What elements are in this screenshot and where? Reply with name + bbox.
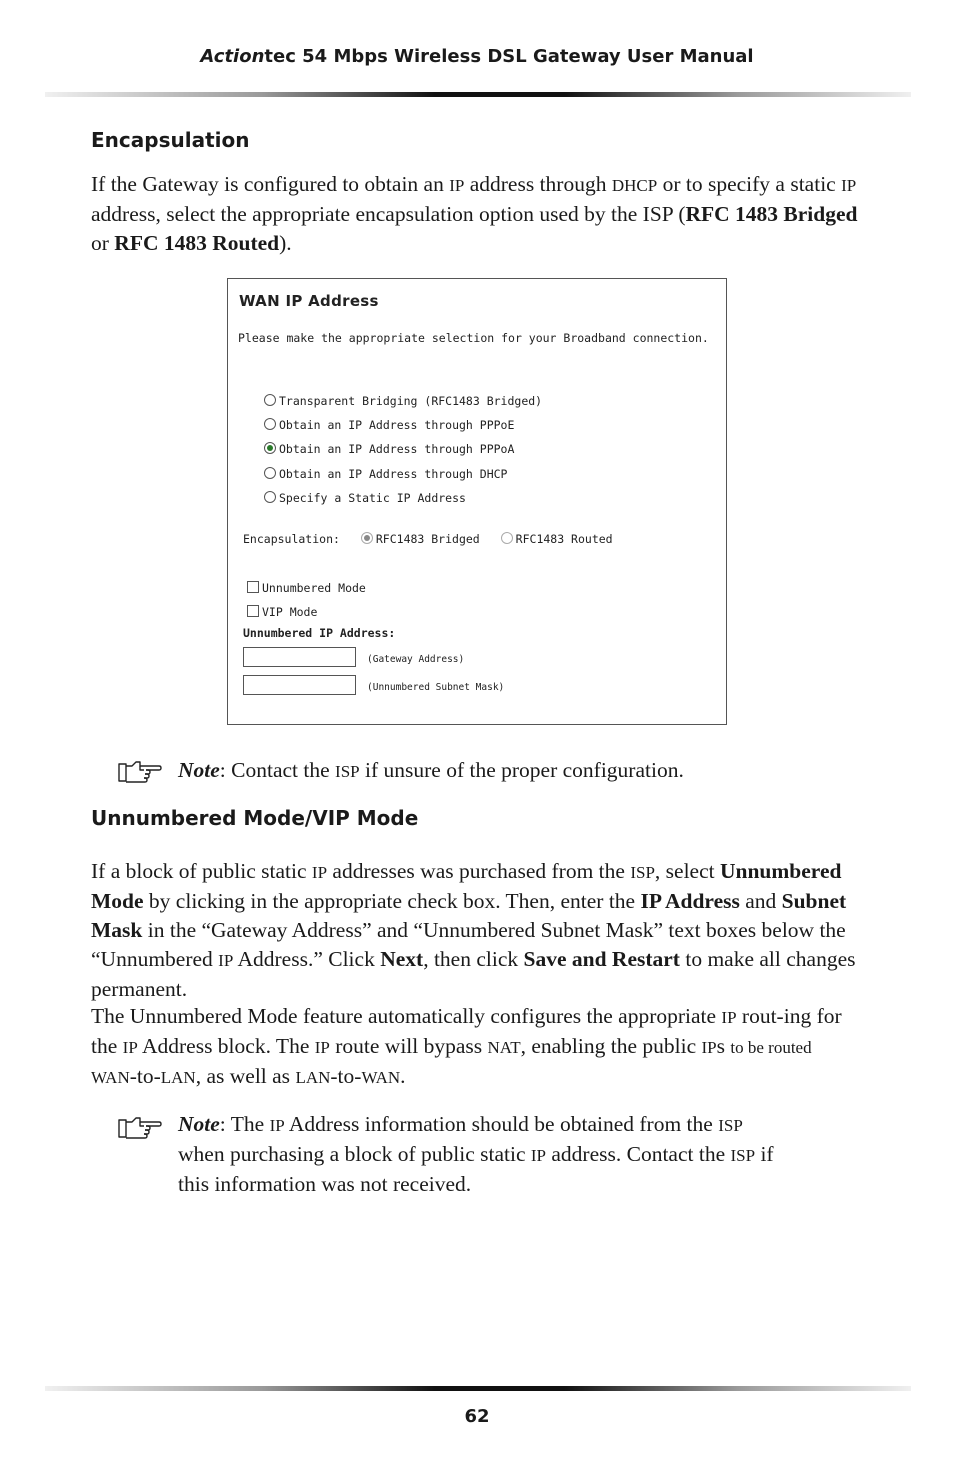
encapsulation-paragraph: If the Gateway is configured to obtain an IP address through DHCP or to specify a static IP address, select the appropriate encapsulation option used by the ISP (RFC 1483 Bridged or RFC 1483 Routed). bbox=[91, 172, 858, 255]
radio-selected-icon[interactable] bbox=[264, 442, 276, 454]
option-dhcp[interactable]: Obtain an IP Address through DHCP bbox=[264, 467, 507, 481]
page-number: 62 bbox=[464, 1406, 490, 1427]
encap-routed-option[interactable]: RFC1483 Routed bbox=[501, 532, 613, 546]
radio-icon[interactable] bbox=[501, 532, 513, 544]
unnumbered-paragraph-2: The Unnumbered Mode feature automatically configures the appropriate IP rout-ing for the IP Address block. The IP route will bypass NAT, enabling the public IPs to be routed WAN-to-LAN, as well as LAN-to-WAN. bbox=[91, 1004, 842, 1088]
note-ip-address-info: Note: The IP Address information should be obtained from the ISP when purchasing a block of public static IP address. Contact the ISP if this information was not received. bbox=[178, 1112, 774, 1196]
unnumbered-ip-label: Unnumbered IP Address: bbox=[243, 626, 396, 640]
section-heading-unnumbered-mode: Unnumbered Mode/VIP Mode bbox=[91, 806, 419, 830]
encap-bridged-option[interactable]: RFC1483 Bridged bbox=[361, 532, 480, 546]
radio-icon[interactable] bbox=[264, 394, 276, 406]
brand-italic: Action bbox=[200, 46, 265, 67]
header-rule bbox=[45, 92, 911, 97]
subnet-mask-hint: (Unnumbered Subnet Mask) bbox=[367, 682, 505, 693]
checkbox-icon[interactable] bbox=[247, 605, 259, 617]
option-static-ip[interactable]: Specify a Static IP Address bbox=[264, 491, 466, 505]
checkbox-icon[interactable] bbox=[247, 581, 259, 593]
rfc-bridged-term: RFC 1483 Bridged bbox=[685, 202, 858, 226]
gateway-address-hint: (Gateway Address) bbox=[367, 654, 465, 665]
unnumbered-mode-checkbox-row[interactable]: Unnumbered Mode bbox=[247, 581, 366, 595]
radio-icon[interactable] bbox=[264, 418, 276, 430]
rfc-routed-term: RFC 1483 Routed bbox=[114, 231, 280, 255]
pointing-hand-icon bbox=[118, 1114, 162, 1140]
gateway-address-input[interactable] bbox=[243, 647, 356, 667]
encapsulation-row bbox=[243, 532, 627, 546]
section-heading-encapsulation: Encapsulation bbox=[91, 128, 250, 152]
option-pppoe[interactable]: Obtain an IP Address through PPPoE bbox=[264, 418, 514, 432]
wan-ip-address-screenshot bbox=[227, 278, 727, 725]
panel-instruction: Please make the appropriate selection for your Broadband connection. bbox=[238, 331, 709, 345]
option-pppoa[interactable]: Obtain an IP Address through PPPoA bbox=[264, 442, 514, 456]
unnumbered-paragraph-1: If a block of public static IP addresses was purchased from the ISP, select Unnumbered Mode by clicking in the appropriate check box. Then, enter the IP Address and Subnet Mask in the “Gateway Address” and “Unnumbered Subnet Mask” text boxes below the “Unnumbered IP Address.” Click Next, then click Save and Restart to make all changes permanent. bbox=[91, 859, 856, 1001]
note-label: Note bbox=[178, 1112, 220, 1136]
pointing-hand-icon bbox=[118, 758, 162, 784]
footer-rule bbox=[45, 1386, 911, 1391]
radio-icon[interactable] bbox=[264, 491, 276, 503]
note-label: Note bbox=[178, 758, 220, 782]
subnet-mask-input[interactable] bbox=[243, 675, 356, 695]
encapsulation-label: Encapsulation: bbox=[243, 532, 340, 546]
radio-icon[interactable] bbox=[264, 467, 276, 479]
option-transparent-bridging[interactable]: Transparent Bridging (RFC1483 Bridged) bbox=[264, 394, 542, 408]
panel-title: WAN IP Address bbox=[239, 292, 379, 310]
running-header bbox=[0, 46, 954, 67]
note-contact-isp: Note: Contact the ISP if unsure of the proper configuration. bbox=[178, 758, 684, 782]
radio-selected-icon[interactable] bbox=[361, 532, 373, 544]
vip-mode-checkbox-row[interactable]: VIP Mode bbox=[247, 605, 317, 619]
header-title-text: tec 54 Mbps Wireless DSL Gateway User Manual bbox=[264, 46, 754, 67]
